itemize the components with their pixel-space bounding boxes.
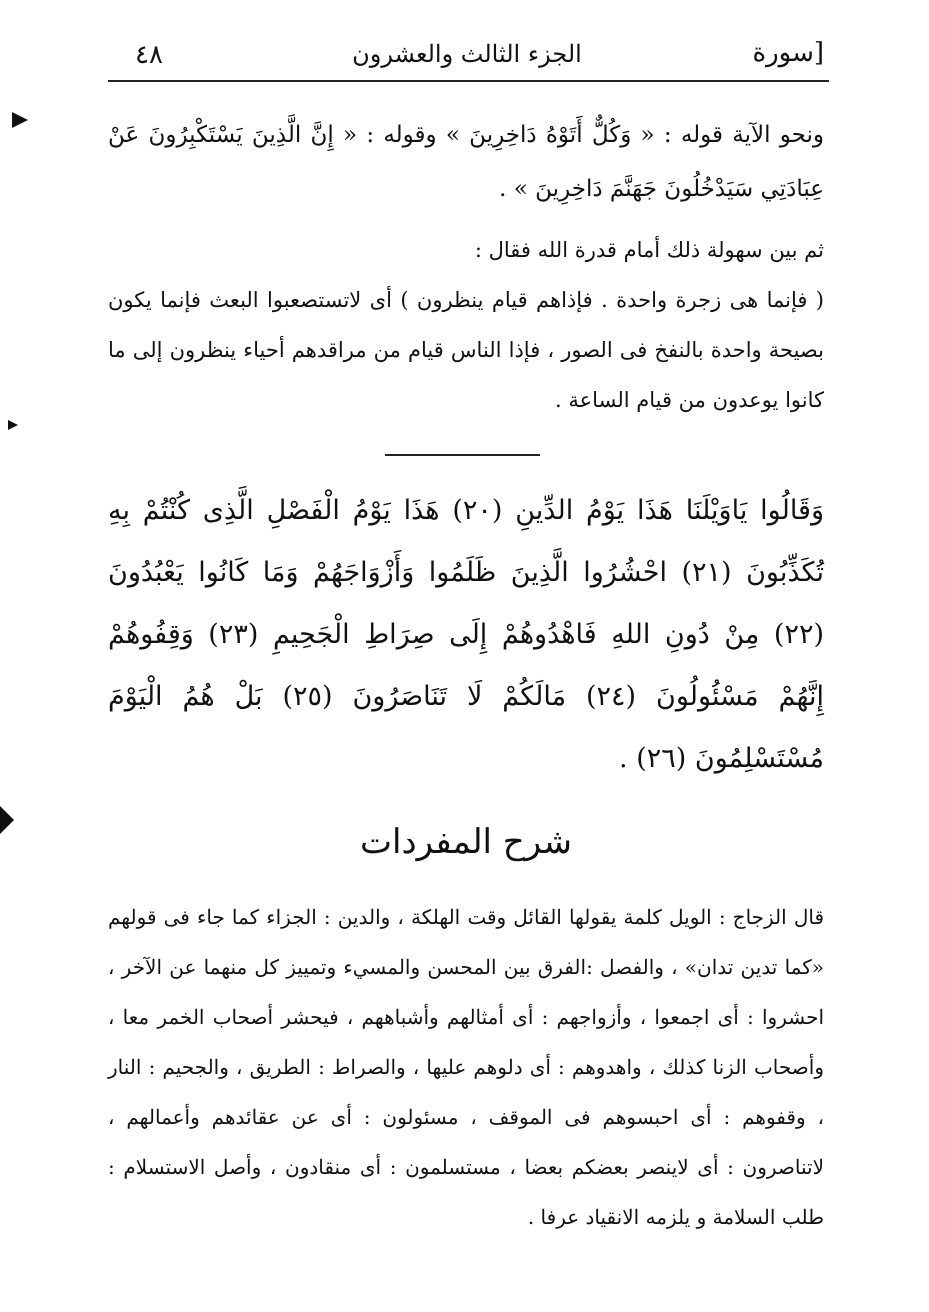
margin-arrow-icon [8, 420, 18, 430]
section-separator [385, 454, 540, 456]
margin-arrow-icon [12, 112, 28, 128]
paragraph-commentary: ( فإنما هى زجرة واحدة . فإذاهم قيام ينظرون ) أى لاتستصعبوا البعث فإنما يكون بصيحة واحدة بالنفخ فى الصور ، فإذا الناس قيام من مراقدهم أحياء ينظرون إلى ما كانوا يوعدون من قيام الساعة . [108, 288, 824, 412]
header-rule [108, 80, 829, 82]
paragraph-similar-verses: ونحو الآية قوله : « وَكُلٌّ أَتَوْهُ دَاخِرِينَ » وقوله : « إِنَّ الَّذِينَ يَسْتَكْبِرُونَ عَنْ عِبَادَتِي سَيَدْخُلُونَ جَهَنَّمَ دَاخِرِينَ » . [108, 122, 824, 202]
paragraph-ease-intro: ثم بين سهولة ذلك أمام قدرة الله فقال : [474, 238, 824, 262]
quran-verses: وَقَالُوا يَاوَيْلَنَا هَذَا يَوْمُ الدِّينِ (٢٠) هَذَا يَوْمُ الْفَصْلِ الَّذِى كُنْتُمْ بِهِ تُكَذِّبُونَ (٢١) احْشُرُوا الَّذِينَ ظَلَمُوا وَأَزْوَاجَهُمْ وَمَا كَانُوا يَعْبُدُونَ (٢٢) مِنْ دُونِ اللهِ فَاهْدُوهُمْ إِلَى صِرَاطِ الْجَحِيمِ (٢٣) وَقِفُوهُمْ إِنَّهُمْ مَسْئُولُونَ (٢٤) مَالَكُمْ لَا تَنَاصَرُونَ (٢٥) بَلْ هُمُ الْيَوْمَ مُسْتَسْلِمُونَ (٢٦) . [108, 495, 824, 774]
surah-label: [سورة [752, 38, 824, 68]
page-number: ٤٨ [135, 40, 163, 70]
glossary-text: قال الزجاج : الويل كلمة يقولها القائل وقت الهلكة ، والدين : الجزاء كما جاء فى قولهم «كما تدين تدان» ، والفصل :الفرق بين المحسن والمسيء وتمييز كل منهما عن الآخر ، احشروا : أى اجمعوا ، وأزواجهم : أى أمثالهم وأشباههم ، فيحشر أصحاب الخمر معا ، وأصحاب الزنا كذلك ، واهدوهم : أى دلوهم عليها ، والصراط : الطريق ، والجحيم : النار ، وقفوهم : أى احبسوهم فى الموقف ، مسئولون : أى عن عقائدهم وأعمالهم ، لاتناصرون : أى لاينصر بعضكم بعضا ، مستسلمون : أى منقادون ، وأصل الاستسلام : طلب السلامة و يلزمه الانقياد عرفا . [108, 905, 824, 1229]
section-heading: شرح المفردات [359, 822, 573, 862]
part-title: الجزء الثالث والعشرون [352, 40, 582, 68]
margin-arrow-icon [0, 806, 14, 834]
running-header [110, 32, 824, 76]
